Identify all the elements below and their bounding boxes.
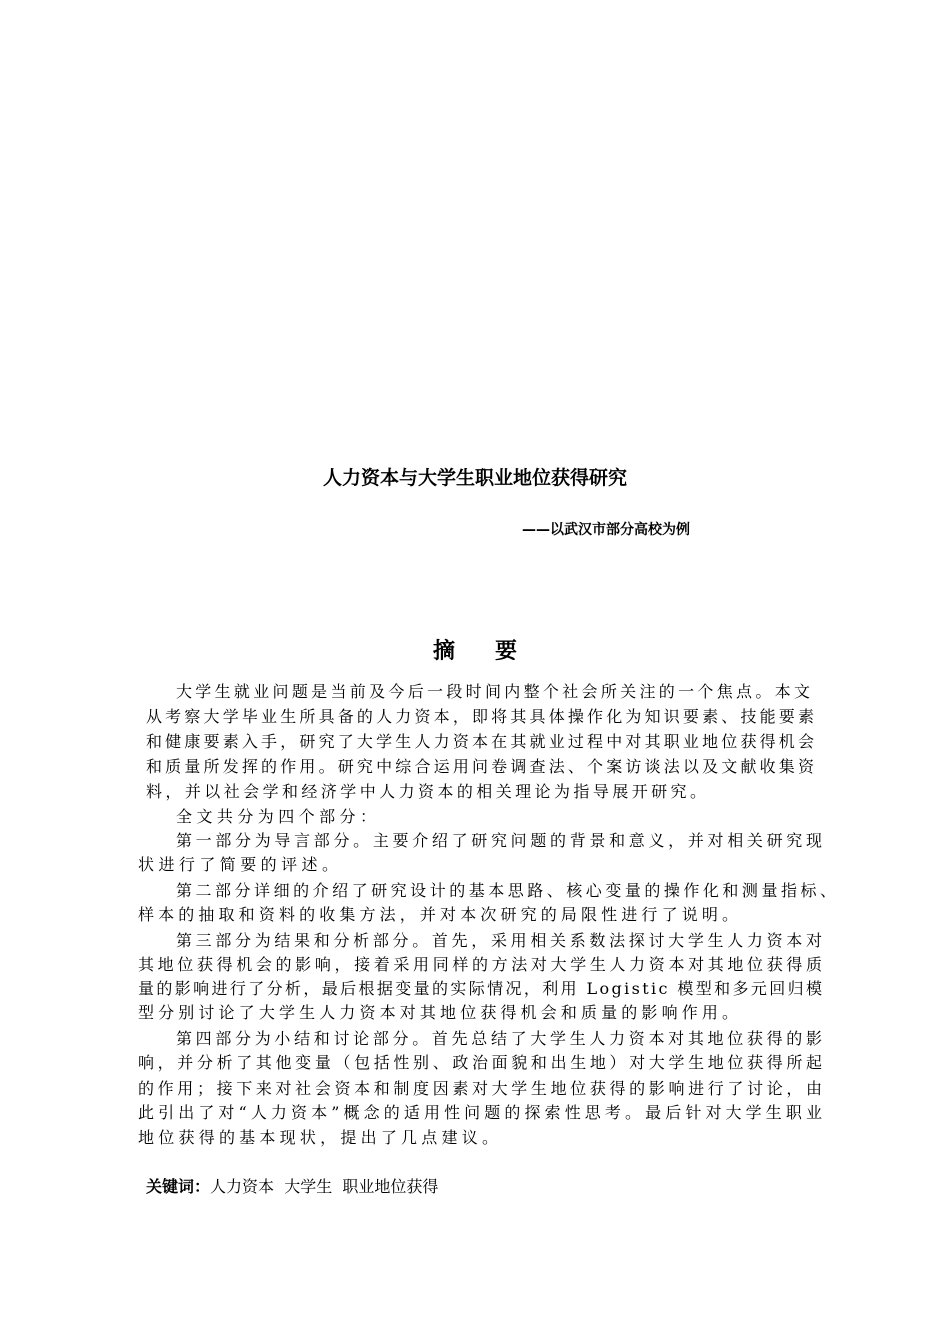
abstract-line: 从考察大学毕业生所具备的人力资本，即将其具体操作化为知识要素、技能要素 (146, 707, 818, 726)
document-subtitle: ——以武汉市部分高校为例 (522, 522, 690, 538)
abstract-line: 地位获得的基本现状，提出了几点建议。 (138, 1128, 503, 1147)
abstract-line: 型分别讨论了大学生人力资本对其地位获得机会和质量的影响作用。 (138, 1003, 743, 1022)
abstract-line: 量的影响进行了分析，最后根据变量的实际情况，利用 Logistic 模型和多元回归模 (138, 979, 825, 998)
abstract-line: 此引出了对“人力资本”概念的适用性问题的探索性思考。最后针对大学生职业 (138, 1103, 827, 1122)
abstract-line: 的作用；接下来对社会资本和制度因素对大学生地位获得的影响进行了讨论，由 (138, 1079, 826, 1098)
abstract-line: 第二部分详细的介绍了研究设计的基本思路、核心变量的操作化和测量指标、 (176, 881, 840, 900)
abstract-line: 其地位获得机会的影响，接着采用同样的方法对大学生人力资本对其地位获得质 (138, 955, 826, 974)
abstract-line: 和质量所发挥的作用。研究中综合运用问卷调查法、个案访谈法以及文献收集资 (146, 757, 818, 776)
abstract-line: 第三部分为结果和分析部分。首先，采用相关系数法探讨大学生人力资本对 (176, 931, 826, 950)
abstract-line: 和健康要素入手，研究了大学生人力资本在其就业过程中对其职业地位获得机会 (146, 732, 818, 751)
keywords-label: 关键词： (146, 1177, 211, 1196)
abstract-line: 大学生就业问题是当前及今后一段时间内整个社会所关注的一个焦点。本文 (176, 682, 814, 701)
abstract-line: 料，并以社会学和经济学中人力资本的相关理论为指导展开研究。 (146, 782, 710, 801)
keywords-values: 人力资本 大学生 职业地位获得 (210, 1177, 439, 1196)
abstract-line: 第一部分为导言部分。主要介绍了研究问题的背景和意义，并对相关研究现 (176, 831, 826, 850)
abstract-line: 第四部分为小结和讨论部分。首先总结了大学生人力资本对其地位获得的影 (176, 1029, 826, 1048)
abstract-line: 样本的抽取和资料的收集方法，并对本次研究的局限性进行了说明。 (138, 905, 743, 924)
abstract-line: 全文共分为四个部分： (176, 807, 381, 826)
document-title: 人力资本与大学生职业地位获得研究 (322, 467, 627, 489)
abstract-line: 响，并分析了其他变量（包括性别、政治面貌和出生地）对大学生地位获得所起 (138, 1053, 826, 1072)
abstract-line: 状进行了简要的评述。 (138, 855, 343, 874)
keywords-row (146, 1175, 438, 1199)
abstract-heading: 摘要 (432, 639, 557, 664)
